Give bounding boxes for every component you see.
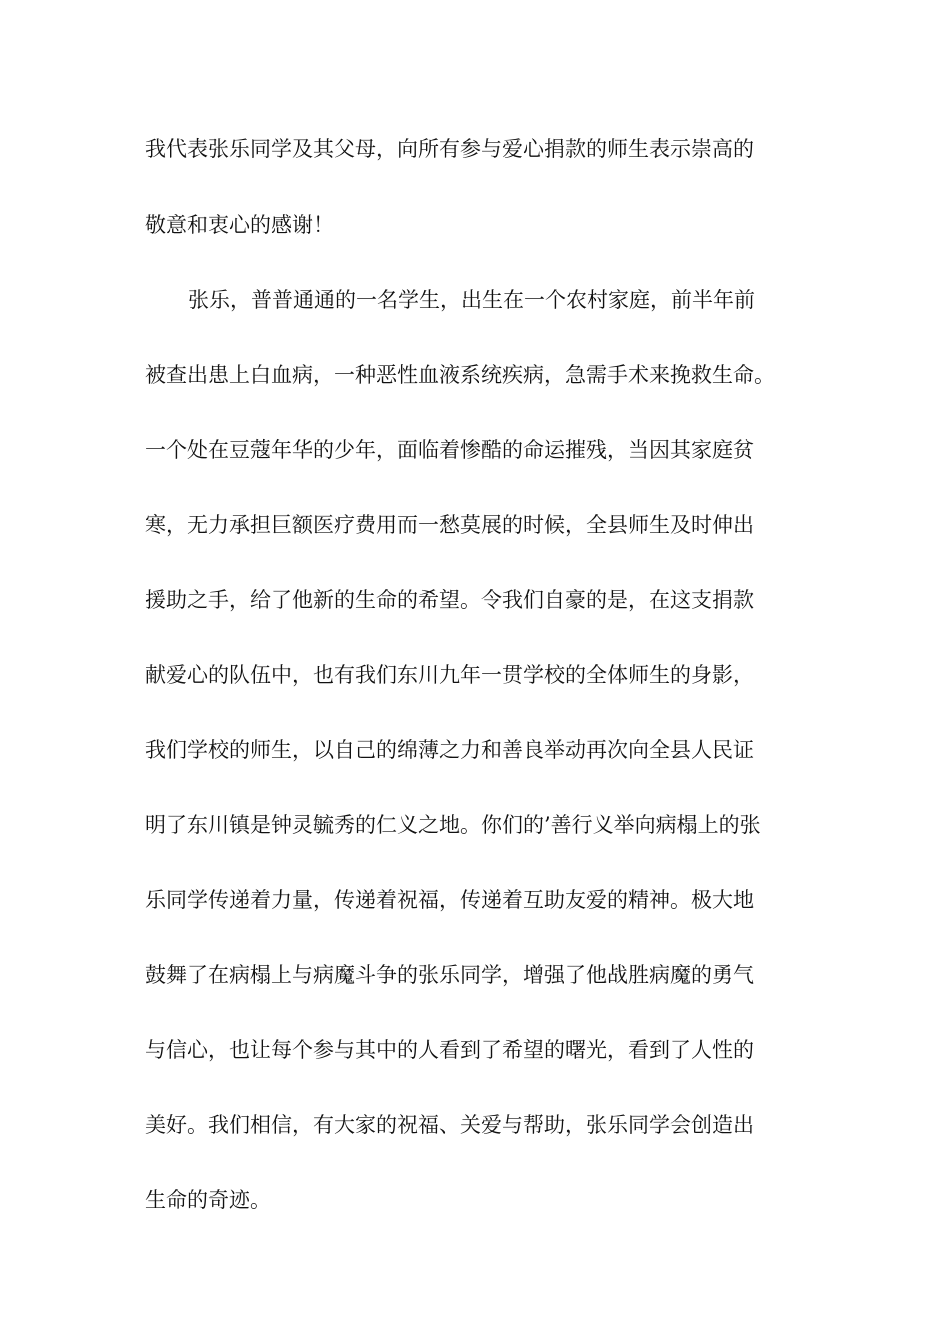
text-line: 生命的奇迹。 [145, 1188, 271, 1212]
text-line: 美好。我们相信，有大家的祝福、关爱与帮助，张乐同学会创造出 [145, 1113, 754, 1137]
text-line: 乐同学传递着力量，传递着祝福，传递着互助友爱的精神。极大地 [145, 888, 754, 912]
paragraph-start-line: 张乐，普普通通的一名学生，出生在一个农村家庭，前半年前 [188, 288, 755, 312]
text-line: 一个处在豆蔻年华的少年，面临着惨酷的命运摧残，当因其家庭贫 [145, 438, 754, 462]
text-line: 援助之手，给了他新的生命的希望。令我们自豪的是，在这支捐款 [145, 588, 754, 612]
text-line: 寒，无力承担巨额医疗费用而一愁莫展的时候，全县师生及时伸出 [145, 513, 754, 537]
text-line: 明了东川镇是钟灵毓秀的仁义之地。你们的’善行义举向病榻上的张 [145, 813, 761, 837]
text-line: 与信心，也让每个参与其中的人看到了希望的曙光，看到了人性的 [145, 1038, 754, 1062]
text-line: 我代表张乐同学及其父母，向所有参与爱心捐款的师生表示崇高的 [145, 137, 754, 161]
text-line: 敬意和衷心的感谢！ [145, 213, 334, 237]
text-line: 我们学校的师生，以自己的绵薄之力和善良举动再次向全县人民证 [145, 738, 754, 762]
text-line: 被查出患上白血病，一种恶性血液系统疾病，急需手术来挽救生命。 [145, 363, 775, 387]
text-line: 献爱心的队伍中，也有我们东川九年一贯学校的全体师生的身影， [145, 663, 754, 687]
text-line: 鼓舞了在病榻上与病魔斗争的张乐同学，增强了他战胜病魔的勇气 [145, 963, 754, 987]
